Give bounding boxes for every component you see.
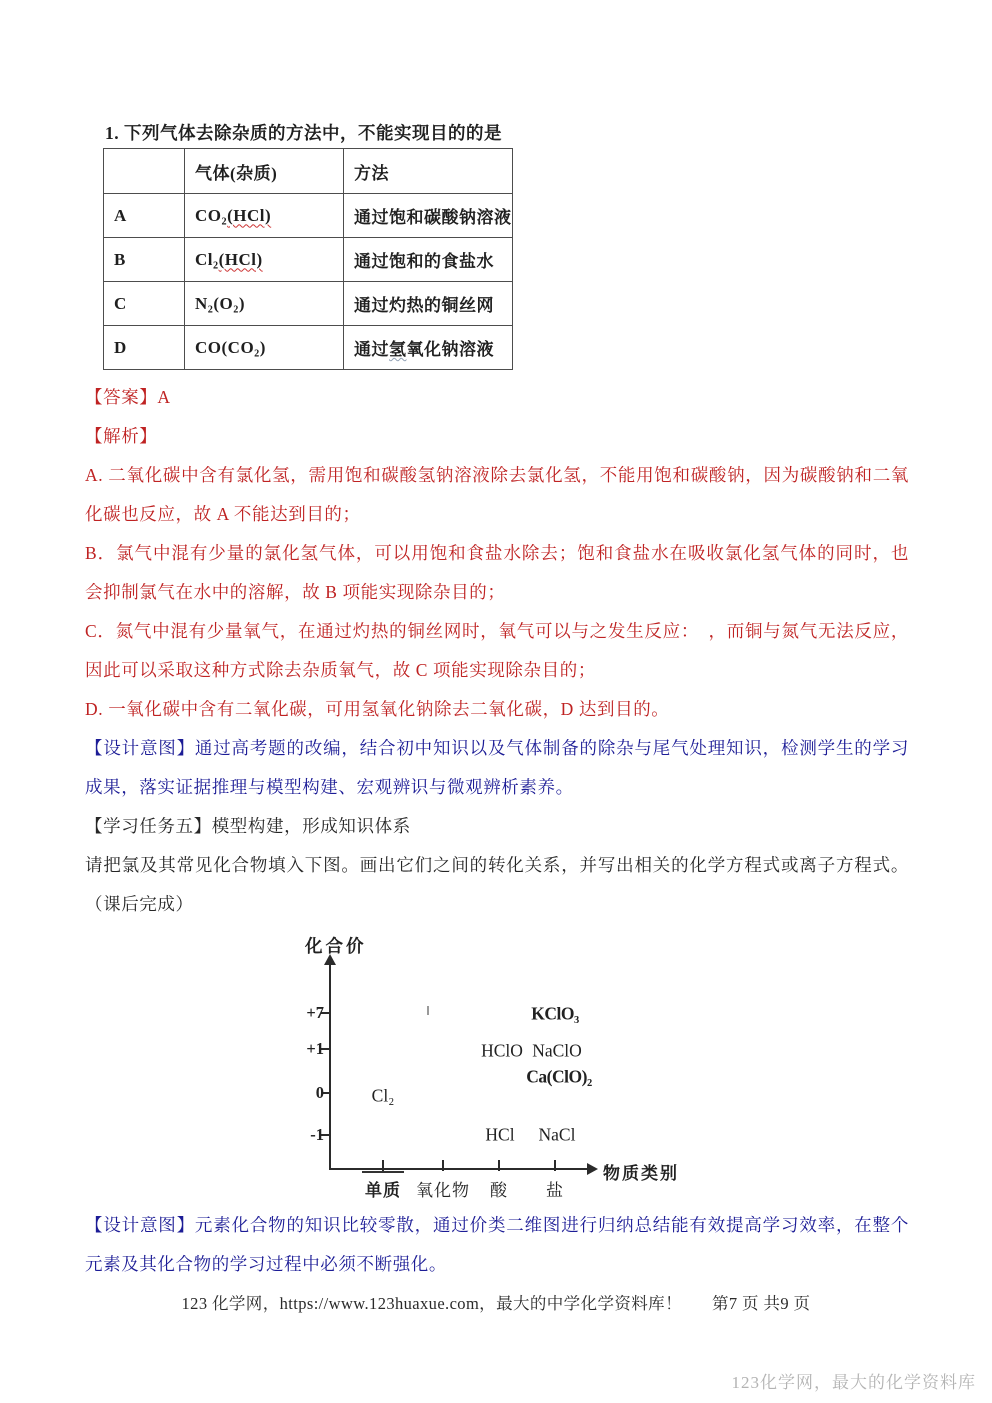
category-label: 酸 [490,1181,508,1200]
table-row [104,238,513,282]
watermark: 123化学网，最大的化学资料库 [731,1373,976,1392]
x-axis [329,1168,589,1170]
stray-mark [427,1006,429,1015]
chart-point: Cl₂ [371,1085,395,1106]
chart-point: HCl [485,1124,515,1145]
impurity-formula: (HCl) [227,205,272,225]
gas-formula: N₂ [195,293,214,313]
gas-formula: Cl₂ [195,249,219,269]
chart-point: KClO₃ [531,1003,579,1024]
header-method-cell: 方法 [344,149,513,194]
page-footer [0,1290,992,1314]
footer-page-number: 第7 页 共9 页 [711,1294,811,1313]
answer-analysis-block [85,378,909,924]
task-header: 【学习任务五】模型构建，形成知识体系 [85,816,411,836]
impurity-formula: (O₂) [213,293,246,313]
analysis-option-b: B．氯气中混有少量的氯化氢气体，可以用饱和食盐水除去；饱和食盐水在吸收氯化氢气体的同时，也会抑制氯气在水中的溶解，故 B 项能实现除杂目的； [85,543,909,602]
chart-point: NaCl [538,1124,576,1145]
y-tick-label: 0 [315,1083,324,1102]
category-label: 氧化物 [416,1181,470,1200]
header-empty-cell [104,149,185,194]
design-intent-1: 【设计意图】通过高考题的改编，结合初中知识以及气体制备的除杂与尾气处理知识，检测学生的学习成果，落实证据推理与模型构建、宏观辨识与微观辨析素养。 [85,738,909,797]
y-axis-label: 化合价 [305,936,367,956]
gas-formula: CO₂ [195,205,228,225]
y-tick-label: +7 [306,1003,324,1022]
y-tick-label: -1 [310,1125,324,1144]
category-label: 盐 [546,1181,564,1200]
question-table [103,148,513,370]
x-axis-label: 物质类别 [603,1164,679,1183]
header-gas-cell: 气体(杂质) [185,149,344,194]
method-cell: 通过氢氧化钠溶液 [344,326,513,370]
valence-category-chart [300,930,700,1215]
answer-line: 【答案】A [85,387,171,407]
y-axis [329,964,331,1170]
method-cell: 通过灼热的铜丝网 [344,282,513,326]
method-cell: 通过饱和碳酸钠溶液 [344,194,513,238]
gas-cell [185,282,344,326]
fill-in-blank-line [362,1171,404,1173]
option-cell: A [104,194,185,238]
impurity-formula: (HCl) [218,249,263,269]
task-instruction: 请把氯及其常见化合物填入下图。画出它们之间的转化关系，并写出相关的化学方程式或离子方程式。（课后完成） [85,855,909,914]
table-row [104,326,513,370]
analysis-option-d: D. 一氧化碳中含有二氧化碳，可用氢氧化钠除去二氧化碳，D 达到目的。 [85,699,670,719]
table-row [104,194,513,238]
x-tick [442,1160,444,1171]
design-intent-2: 【设计意图】元素化合物的知识比较零散，通过价类二维图进行归纳总结能有效提高学习效率，在整个元素及其化合物的学习过程中必须不断强化。 [85,1215,909,1274]
option-cell: B [104,238,185,282]
gas-formula: CO [195,337,222,357]
x-axis-arrow-icon [587,1163,598,1175]
chart-point: NaClO [532,1040,582,1061]
analysis-option-a: A. 二氧化碳中含有氯化氢，需用饱和碳酸氢钠溶液除去氯化氢，不能用饱和碳酸钠，因为碳酸钠和二氧化碳也反应，故 A 不能达到目的； [85,465,909,524]
option-cell: D [104,326,185,370]
analysis-header: 【解析】 [85,426,158,446]
gas-cell [185,194,344,238]
gas-cell [185,238,344,282]
gas-cell [185,326,344,370]
chart-point: Ca(ClO)₂ [526,1066,592,1087]
x-tick [554,1160,556,1171]
x-tick [382,1160,384,1171]
impurity-formula: (CO₂) [221,337,266,357]
option-cell: C [104,282,185,326]
chart-point: HClO [481,1040,523,1061]
table-header-row [104,149,513,194]
footer-site-info: 123 化学网，https://www.123huaxue.com，最大的中学化学资料库！ [181,1294,682,1313]
method-cell: 通过饱和的食盐水 [344,238,513,282]
table-row [104,282,513,326]
question-title: 1. 下列气体去除杂质的方法中，不能实现目的的是 [105,123,502,143]
x-tick [498,1160,500,1171]
analysis-option-c: C．氮气中混有少量氧气，在通过灼热的铜丝网时，氧气可以与之发生反应： ，而铜与氮气无法反应，因此可以采取这种方式除去杂质氧气，故 C 项能实现除杂目的； [85,621,909,680]
category-label: 单质 [365,1181,401,1200]
y-tick-label: +1 [306,1039,324,1058]
